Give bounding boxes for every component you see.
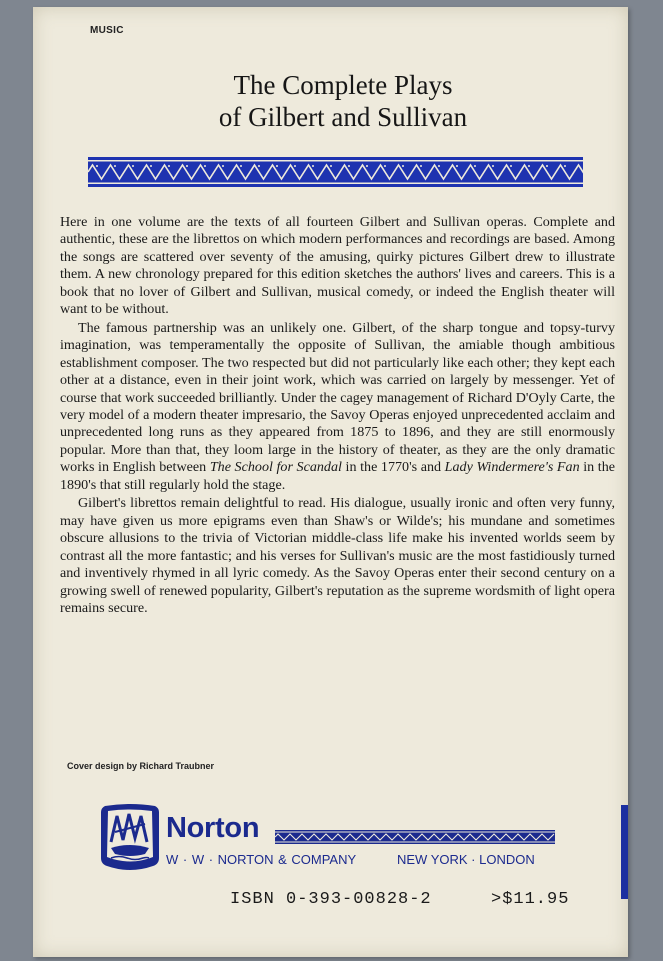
category-label: MUSIC — [90, 25, 124, 36]
play-title-lady-windermeres-fan: Lady Windermere's Fan — [444, 459, 580, 476]
cover-design-credit: Cover design by Richard Traubner — [67, 761, 215, 771]
publisher-imprint: W · W · NORTON & COMPANY — [166, 852, 357, 867]
blurb-paragraph-1: Here in one volume are the texts of all fourteen Gilbert and Sullivan operas. Complete and authentic, these are the librettos on which modern performances and recordings are based. Among the songs are scattered over seventy of the amusing, quirky pictures Gilbert drew to illustrate them. A new chronology prepared for this edition sketches the authors' lives and careers. This is a book that no lover of Gilbert and Sullivan, musical comedy, or indeed the English theater will want to be without. — [60, 214, 615, 318]
book-title — [153, 69, 533, 133]
title-line-1: The Complete Plays — [233, 70, 453, 100]
price-label: >$11.95 — [491, 890, 570, 909]
publisher-zigzag-band — [275, 830, 555, 844]
isbn-number: ISBN 0-393-00828-2 — [230, 890, 432, 909]
decorative-zigzag-band — [88, 157, 583, 187]
title-line-2: of Gilbert and Sullivan — [218, 102, 468, 132]
blurb-paragraph-2: The famous partnership was an unlikely one. Gilbert, of the sharp tongue and topsy-turvy imagination, was temperamentally the opposite of Sullivan, the amiable though ambitious establishment composer. The two respected but did not particularly like each other; they kept each other at a distance, even in their joint work, which was carried on largely by messenger. Yet of course that work succeeded brilliantly. Under the cagey management of Richard D'Oyly Carte, the very model of a modern theater impresario, the Savoy Operas enjoyed unprecedented acclaim and unprecedented long runs as they appeared from 1875 to 1896, and they are still enormously popular. More than that, they loom large in the history of theater, as they are the only dramatic works in English between The School for Scandal in the 1770's and Lady Windermere's Fan in the 1890's that still regularly hold the stage. — [60, 319, 615, 493]
blurb-text — [60, 214, 615, 617]
blue-edge-strip — [621, 805, 628, 899]
publisher-location: NEW YORK · LONDON — [397, 852, 535, 867]
publisher-name: Norton — [166, 812, 260, 844]
norton-ship-seal-icon — [97, 802, 163, 874]
blurb-paragraph-3: Gilbert's librettos remain delightful to read. His dialogue, usually ironic and often very funny, may have given us more epigrams even than Shaw's or Wilde's; his mundane and sometimes obscure allusions to the trivia of Victorian middle-class life make his invented worlds seem by contrast all the more fantastic; and his verses for Sullivan's music are the most fastidiously turned and inventively rhymed in all lyric comedy. As the Savoy Operas enter their second century on a growing swell of renewed popularity, Gilbert's reputation as the supreme wordsmith of light opera remains secure. — [60, 495, 615, 616]
book-back-cover — [33, 7, 628, 957]
play-title-school-for-scandal: The School for Scandal — [209, 459, 342, 476]
